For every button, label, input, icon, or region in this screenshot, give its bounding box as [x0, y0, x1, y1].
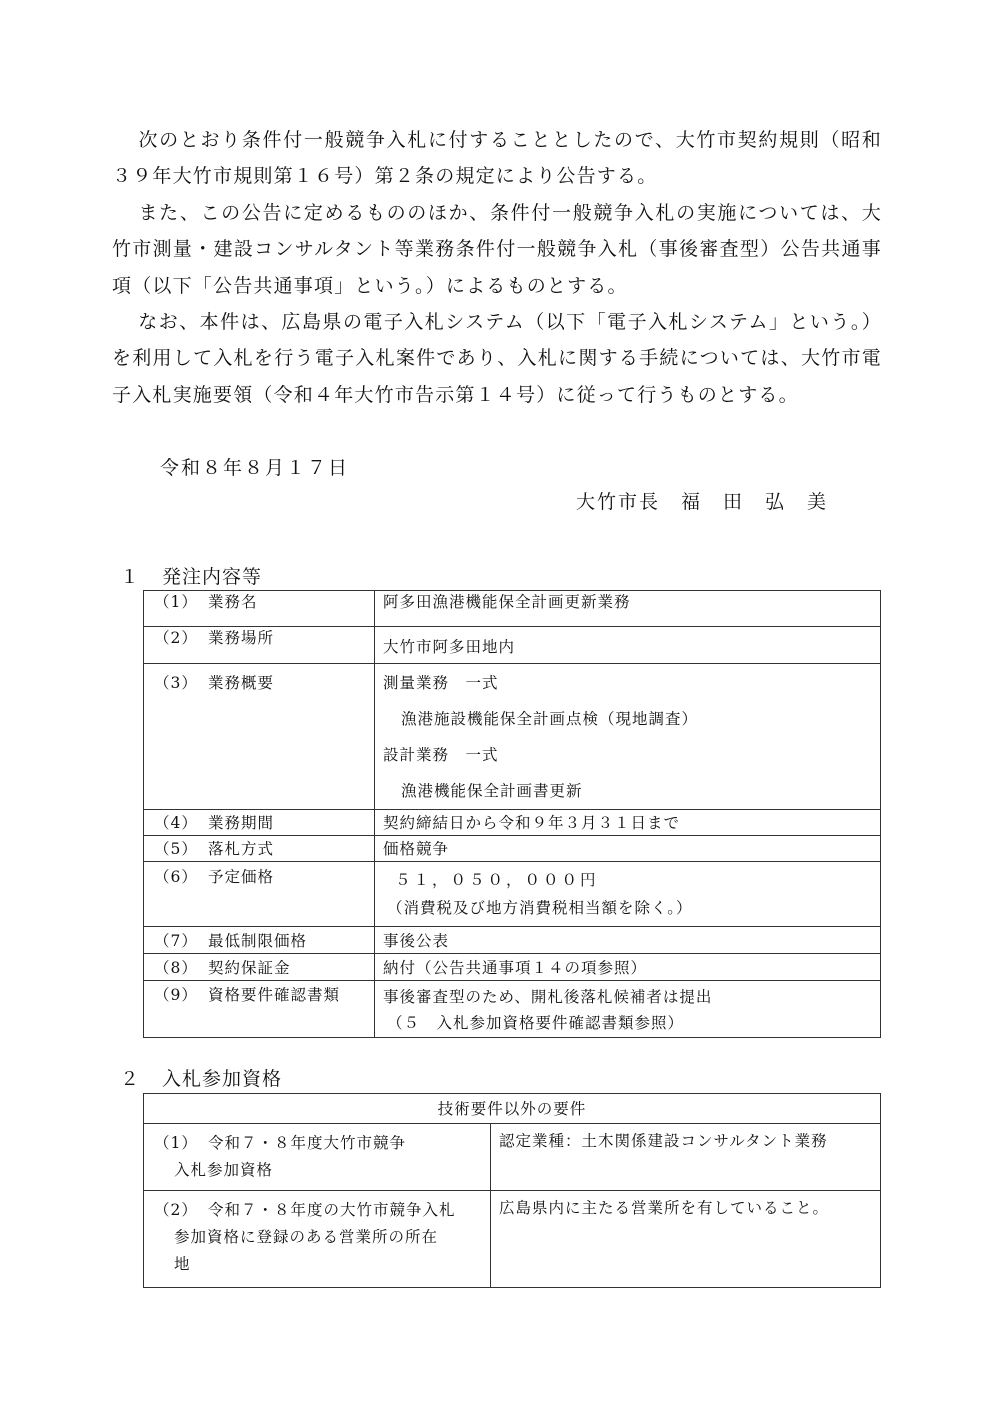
section-2-title: [120, 1064, 282, 1091]
section-1-heading: 発注内容等: [162, 566, 263, 588]
mayor-signature: 大竹市長 福 田 弘 美: [576, 491, 829, 513]
order-details-table: [143, 590, 881, 1038]
row-value: ５１，０５０，０００円 （消費税及び地方消費税相当額を除く。）: [375, 862, 881, 927]
row-value: 事後公表: [375, 927, 881, 954]
row-label: （1） 令和７・８年度大竹市競争 入札参加資格: [144, 1124, 491, 1191]
table-header: 技術要件以外の要件: [144, 1094, 881, 1124]
row-label: （2） 令和７・８年度の大竹市競争入札 参加資格に登録のある営業所の所在 地: [144, 1191, 491, 1288]
row-label: （3） 業務概要: [144, 664, 375, 810]
row-value: 広島県内に主たる営業所を有していること。: [491, 1191, 881, 1288]
qualification-table: [143, 1093, 881, 1288]
section-1-title: [120, 562, 262, 589]
row-value: 価格競争: [375, 836, 881, 862]
row-value: 納付（公告共通事項１４の項参照）: [375, 954, 881, 981]
row-value: 阿多田漁港機能保全計画更新業務: [375, 591, 881, 627]
table-row: [144, 664, 881, 810]
section-1-number: １: [120, 566, 141, 588]
table-row: [144, 862, 881, 927]
table-row: [144, 981, 881, 1038]
table-row: [144, 627, 881, 664]
row-value: 契約締結日から令和９年３月３１日まで: [375, 810, 881, 836]
row-label: （9） 資格要件確認書類: [144, 981, 375, 1038]
table-header-row: [144, 1094, 881, 1124]
row-label: （4） 業務期間: [144, 810, 375, 836]
table-row: [144, 810, 881, 836]
notice-date: 令和８年８月１７日: [160, 457, 350, 479]
table-row: [144, 1124, 881, 1191]
table-row: [144, 591, 881, 627]
table-row: [144, 954, 881, 981]
table-row: [144, 836, 881, 862]
section-2-heading: 入札参加資格: [162, 1068, 283, 1090]
section-2-number: ２: [120, 1068, 141, 1090]
row-label: （1） 業務名: [144, 591, 375, 627]
row-label: （5） 落札方式: [144, 836, 375, 862]
row-value: 認定業種：土木関係建設コンサルタント業務: [491, 1124, 881, 1191]
intro-paragraph-2: また、この公告に定めるもののほか、条件付一般競争入札の実施については、大竹市測量・建設コンサルタント等業務条件付一般競争入札（事後審査型）公告共通事項（以下「公告共通事項」という。）によるものとする。: [112, 202, 882, 297]
table-row: [144, 1191, 881, 1288]
intro-paragraph-1: 次のとおり条件付一般競争入札に付することとしたので、大竹市契約規則（昭和３９年大竹市規則第１６号）第２条の規定により公告する。: [112, 129, 882, 188]
row-label: （6） 予定価格: [144, 862, 375, 927]
intro-paragraph-3: なお、本件は、広島県の電子入札システム（以下「電子入札システム」という。）を利用して入札を行う電子入札案件であり、入札に関する手続については、大竹市電子入札実施要領（令和４年大竹市告示第１４号）に従って行うものとする。: [112, 311, 882, 406]
row-value: 測量業務 一式 漁港施設機能保全計画点検（現地調査） 設計業務 一式 漁港機能保全計画書更新: [375, 664, 881, 810]
row-value: 大竹市阿多田地内: [375, 627, 881, 664]
table-row: [144, 927, 881, 954]
row-label: （2） 業務場所: [144, 627, 375, 664]
row-label: （7） 最低制限価格: [144, 927, 375, 954]
row-label: （8） 契約保証金: [144, 954, 375, 981]
row-value: 事後審査型のため、開札後落札候補者は提出 （５ 入札参加資格要件確認書類参照）: [375, 981, 881, 1038]
